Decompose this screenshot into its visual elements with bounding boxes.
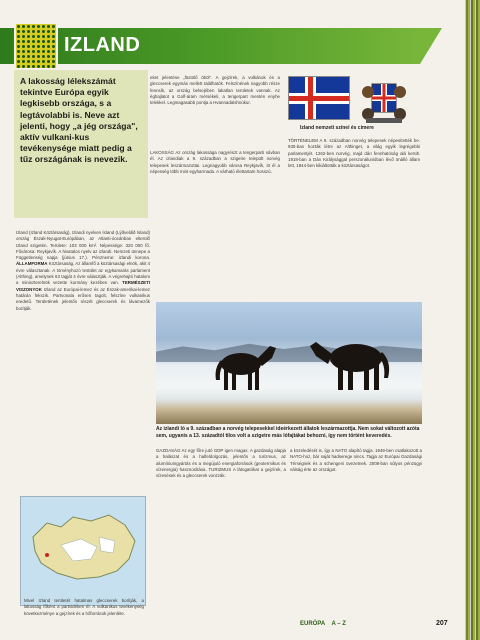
photo-caption: Az izlandi ló a 9. században a norvég telepesekkel ideérkezett állatok leszármazottja. Nem sokat változott azóta sem, ugyanis a 13. századtól tilos volt a szigetre más lófajtákat behozni, így nem történt keveredés.: [156, 426, 420, 439]
footer: [300, 621, 346, 627]
left-section2-text: Izland az Európai-lemez és az Észak-amerikai-lemez határán fekszik. Partvonala erősen tagolt, felszíne vulkanikus eredetű. Területének jelentős részét gleccserek és lávamezők borítják.: [16, 286, 150, 311]
bottom-right-column: a közeledését is, így a NATO alapító tagja. 1949-ben csatlakozott a NATO-hoz, bár saját hadserege nincs. Tagja az Európai Gazdasági Térségnek és a schengeni övezetnek. 2008-ban súlyos pénzügyi válság érte az országot.: [290, 448, 422, 472]
lead-box: [14, 70, 148, 218]
bottom-middle-column: GAZDASÁG Az egy főre jutó GDP igen magas. A gazdaság alapja a halászat és a halfeldolgozás, jelentős a turizmus, az alumíniumgyártás és a megújuló energiaforrások (geotermikus és vízenergia) hasznosítása. TURIZMUS A látogatókat a gejzírek, a vízesések és a gleccserek vonzzák.: [156, 448, 286, 479]
footer-range: A – Z: [331, 621, 346, 627]
coat-of-arms-icon: [360, 70, 408, 126]
page-edges: [466, 0, 480, 640]
iceland-flag: [288, 76, 350, 120]
country-map-icon: [14, 22, 58, 70]
map-caption: Mivel Izland területét hatalmas gleccserek borítják, a lakosság főként a partvidéken él. A vulkanikus tevékenység következménye a gejzírek és a hőforrások jelenléte.: [24, 598, 144, 616]
left-section-text: Köztársaság. Az államfő a köztársasági elnök, akit 4 évre választanak. A törvényhozó testület az egykamarás parlament (Althing), amelynek 63 tagját 4 évre választják. A végrehajtó hatalom a miniszterelnök vezette kormány kezében van.: [16, 261, 150, 286]
middle-column: LAKOSSÁG Az ország lakossága nagyrészt a tengerparti sávban él. Az izlandiak a 9. században a szigetre települt norvég telepesek leszármazottai. Legnagyobb városa Reykjavík, itt él a népesség több mint egyharmada. A várható élettartam hosszú.: [150, 150, 280, 174]
header-band: [0, 28, 420, 64]
flag-caption: Izland nemzeti színei és címere: [300, 125, 374, 131]
lead-text: A lakosság lélekszámát tekintve Európa egyik legkisebb országa, s a legtávolabbi is. Neve azt jelenti, hogy „a jég országa", aktív vulkani-kus tevékenysége miatt pedig a tűz országának is nevezik.: [20, 76, 138, 165]
footer-section: EURÓPA: [300, 621, 326, 627]
right-column: TÖRTÉNELEM A 9. században norvég telepesek népesítették be. 930-ban hozták létre az Althinget, a világ egyik legrégebbi parlamentjét. 1262-ben norvég, majd dán fennhatóság alá került. 1918-ban a Dán Királysággal perszonálunióban lévő önálló állam lett, 1944-ben kikiáltották a köztársaságot.: [288, 138, 420, 169]
page-title: IZLAND: [64, 34, 141, 56]
left-intro-text: Izland (Izland Köztársaság), Izlandi nyelven Ísland (Lýðveldið Ísland) ország Észak-Nyugat-Európában, az Atlanti-óceánban elterülő Izland szigetén. Területe: 103 000 km². Népessége: 320 000 fő. Fővárosa: Reykjavík. A hivatalos nyelv az izlandi. Nemzeti ünnepe a Függetlenség napja (június 17.). Pénzneme: izlandi korona.: [16, 230, 150, 261]
horses-photo: [156, 302, 422, 424]
iceland-map: [20, 496, 146, 606]
left-section-title: ÁLLAMFORMA: [16, 261, 48, 267]
left-column: [16, 230, 150, 490]
left-section2-title: TERMÉSZETI VISZONYOK: [16, 280, 150, 292]
top-column-text: eket jelentése „füstölő öböl". A gejzírek, a vulkánok és a gleccserek egymás mellett találhatók. Felszínének nagyobb része fennsík, az ország belsejében lakatlan területek vannak. Az éghajlatot a Golf-áram mérsékeli, a tengerpart mentén enyhe telekkel. Legmagasabb pontja a Hvannadalshnúkur.: [150, 75, 280, 106]
page-number: 207: [436, 620, 448, 627]
